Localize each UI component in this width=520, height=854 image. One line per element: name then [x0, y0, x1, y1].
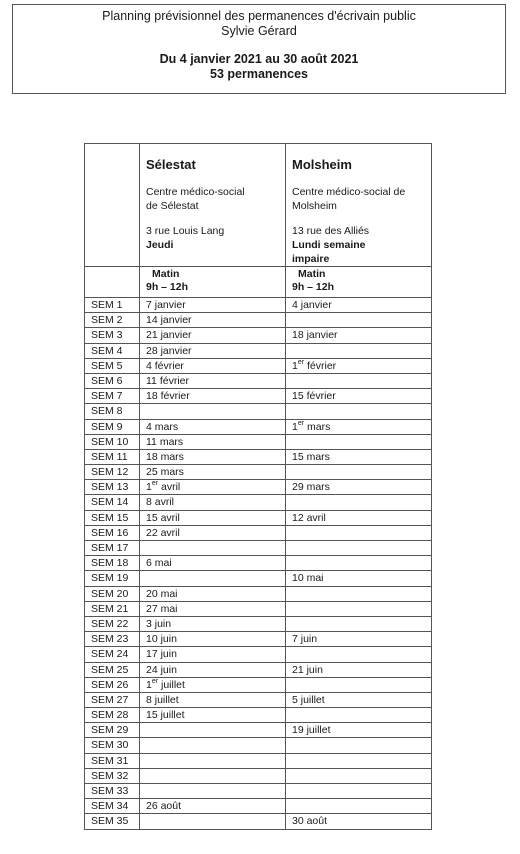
table-row	[85, 434, 432, 449]
site-header-molsheim	[286, 144, 432, 267]
table-row	[85, 571, 432, 586]
date-text: 3 juin	[146, 617, 172, 630]
site-address: 3 rue Louis Lang	[146, 225, 225, 237]
date-cell-selestat	[140, 313, 286, 328]
week-cell: SEM 34	[85, 799, 140, 814]
site-place-line: Molsheim	[292, 200, 337, 212]
site-name: Sélestat	[146, 157, 196, 172]
date-text: 26 août	[146, 800, 182, 813]
date-text: 8 juillet	[146, 693, 179, 706]
date-cell-molsheim	[286, 343, 432, 358]
date-cell-selestat	[140, 389, 286, 404]
date-text: 11 février	[146, 374, 189, 387]
date-cell-selestat	[140, 328, 286, 343]
week-cell: SEM 2	[85, 313, 140, 328]
table-row	[85, 313, 432, 328]
site-place-line: de Sélestat	[146, 200, 199, 212]
site-day: Jeudi	[146, 239, 174, 251]
date-text: 27 mai	[146, 602, 178, 615]
date-text: 14 janvier	[146, 314, 192, 327]
table-row	[85, 586, 432, 601]
date-text: 28 janvier	[146, 344, 192, 357]
table-row	[85, 616, 432, 631]
week-cell: SEM 26	[85, 677, 140, 692]
date-text: 18 février	[146, 390, 190, 403]
date-cell-molsheim	[286, 784, 432, 799]
table-row	[85, 389, 432, 404]
date-ordinal: er	[151, 480, 159, 488]
date-cell-molsheim	[286, 541, 432, 556]
date-month: juillet	[158, 678, 185, 691]
date-cell-molsheim	[286, 373, 432, 388]
week-cell: SEM 13	[85, 480, 140, 495]
date-cell-selestat	[140, 556, 286, 571]
date-cell-molsheim	[286, 571, 432, 586]
week-cell: SEM 24	[85, 647, 140, 662]
week-cell: SEM 4	[85, 343, 140, 358]
date-text: 15 juillet	[146, 709, 185, 722]
date-cell-molsheim	[286, 525, 432, 540]
week-cell: SEM 28	[85, 708, 140, 723]
date-text: 22 avril	[146, 526, 180, 539]
week-cell: SEM 5	[85, 358, 140, 373]
week-cell: SEM 22	[85, 616, 140, 631]
date-cell-molsheim	[286, 768, 432, 783]
week-cell: SEM 14	[85, 495, 140, 510]
week-cell: SEM 32	[85, 768, 140, 783]
table-row	[85, 768, 432, 783]
date-cell-molsheim	[286, 434, 432, 449]
date-ordinal: er	[297, 358, 305, 366]
slot-hours: 9h – 12h	[292, 281, 335, 293]
table-row	[85, 753, 432, 768]
date-cell-molsheim	[286, 449, 432, 464]
week-cell: SEM 20	[85, 586, 140, 601]
permanence-count: 53 permanences	[210, 67, 308, 81]
table-row	[85, 449, 432, 464]
date-cell-molsheim	[286, 586, 432, 601]
date-text: 1	[292, 420, 298, 433]
date-cell-molsheim	[286, 495, 432, 510]
table-row	[85, 677, 432, 692]
date-cell-molsheim	[286, 753, 432, 768]
table-row	[85, 784, 432, 799]
date-text: 11 mars	[146, 435, 184, 448]
date-cell-selestat	[140, 586, 286, 601]
date-cell-selestat	[140, 662, 286, 677]
date-text: 1	[146, 481, 152, 494]
week-cell: SEM 23	[85, 632, 140, 647]
date-text: 7 juin	[292, 633, 318, 646]
week-cell: SEM 17	[85, 541, 140, 556]
date-text: 8 avril	[146, 496, 175, 509]
table-row	[85, 343, 432, 358]
date-cell-selestat	[140, 738, 286, 753]
week-cell: SEM 30	[85, 738, 140, 753]
date-text: 7 janvier	[146, 299, 186, 311]
site-day: impaire	[292, 253, 330, 265]
date-text: 21 janvier	[146, 329, 192, 342]
table-row	[85, 465, 432, 480]
week-cell: SEM 8	[85, 404, 140, 419]
table-row	[85, 495, 432, 510]
date-cell-selestat	[140, 814, 286, 829]
date-cell-selestat	[140, 343, 286, 358]
week-cell: SEM 25	[85, 662, 140, 677]
site-place-line: Centre médico-social	[146, 186, 245, 198]
week-cell: SEM 33	[85, 784, 140, 799]
site-header-row	[85, 144, 432, 267]
date-cell-selestat	[140, 632, 286, 647]
date-cell-selestat	[140, 677, 286, 692]
slot-molsheim	[286, 267, 432, 298]
date-cell-selestat	[140, 616, 286, 631]
date-cell-selestat	[140, 419, 286, 434]
date-text: 12 avril	[292, 511, 326, 524]
site-day: Lundi semaine	[292, 239, 366, 251]
date-cell-molsheim	[286, 358, 432, 373]
date-cell-molsheim	[286, 662, 432, 677]
week-cell: SEM 31	[85, 753, 140, 768]
date-cell-molsheim	[286, 738, 432, 753]
date-cell-selestat	[140, 525, 286, 540]
week-cell: SEM 1	[85, 298, 140, 313]
date-cell-molsheim	[286, 480, 432, 495]
table-row	[85, 632, 432, 647]
week-cell: SEM 19	[85, 571, 140, 586]
week-cell: SEM 35	[85, 814, 140, 829]
date-text: 4 février	[146, 359, 184, 372]
date-cell-selestat	[140, 510, 286, 525]
date-text: 4 mars	[146, 420, 179, 433]
date-text: 15 mars	[292, 450, 330, 463]
date-cell-selestat	[140, 465, 286, 480]
week-cell: SEM 7	[85, 389, 140, 404]
date-cell-molsheim	[286, 677, 432, 692]
table-row	[85, 692, 432, 707]
table-row	[85, 662, 432, 677]
date-cell-molsheim	[286, 616, 432, 631]
date-text: 25 mars	[146, 466, 184, 479]
table-row	[85, 541, 432, 556]
date-cell-selestat	[140, 768, 286, 783]
date-text: 15 février	[292, 390, 336, 403]
table-row	[85, 404, 432, 419]
slot-selestat	[140, 267, 286, 298]
date-cell-molsheim	[286, 313, 432, 328]
date-cell-molsheim	[286, 556, 432, 571]
date-cell-selestat	[140, 298, 286, 313]
date-text: 4 janvier	[292, 299, 332, 311]
week-cell: SEM 9	[85, 419, 140, 434]
table-row	[85, 601, 432, 616]
date-text: 20 mai	[146, 587, 178, 600]
week-cell: SEM 21	[85, 601, 140, 616]
date-cell-molsheim	[286, 632, 432, 647]
date-cell-molsheim	[286, 708, 432, 723]
table-row	[85, 525, 432, 540]
table-row	[85, 480, 432, 495]
date-text: 30 août	[292, 815, 328, 828]
corner-cell	[85, 144, 140, 267]
week-cell: SEM 6	[85, 373, 140, 388]
table-row	[85, 419, 432, 434]
date-cell-selestat	[140, 449, 286, 464]
date-text: 10 juin	[146, 633, 177, 646]
date-cell-molsheim	[286, 298, 432, 313]
table-row	[85, 556, 432, 571]
site-header-selestat	[140, 144, 286, 267]
date-cell-selestat	[140, 495, 286, 510]
date-month: avril	[158, 481, 181, 494]
author-name: Sylvie Gérard	[221, 24, 297, 38]
date-cell-molsheim	[286, 647, 432, 662]
date-range: Du 4 janvier 2021 au 30 août 2021	[159, 52, 359, 66]
site-name: Molsheim	[292, 157, 352, 172]
date-text: 15 avril	[146, 511, 180, 524]
week-cell: SEM 18	[85, 556, 140, 571]
week-cell: SEM 16	[85, 525, 140, 540]
date-ordinal: er	[151, 677, 159, 685]
date-cell-selestat	[140, 708, 286, 723]
date-cell-molsheim	[286, 799, 432, 814]
date-cell-selestat	[140, 571, 286, 586]
week-cell: SEM 15	[85, 510, 140, 525]
slot-row	[85, 267, 432, 298]
slot-hours: 9h – 12h	[146, 281, 189, 293]
table-row	[85, 723, 432, 738]
site-address: 13 rue des Alliés	[292, 225, 370, 237]
slot-corner	[85, 267, 140, 298]
date-cell-selestat	[140, 358, 286, 373]
date-cell-molsheim	[286, 465, 432, 480]
date-cell-molsheim	[286, 419, 432, 434]
date-cell-molsheim	[286, 404, 432, 419]
table-row	[85, 738, 432, 753]
table-row	[85, 373, 432, 388]
week-cell: SEM 10	[85, 434, 140, 449]
date-month: mars	[304, 420, 331, 433]
date-cell-selestat	[140, 601, 286, 616]
date-cell-molsheim	[286, 510, 432, 525]
date-text: 6 mai	[146, 557, 172, 570]
week-cell: SEM 27	[85, 692, 140, 707]
title-box	[12, 4, 506, 94]
schedule-table	[84, 143, 432, 830]
date-text: 24 juin	[146, 663, 177, 676]
date-text: 1	[292, 359, 298, 372]
slot-label: Matin	[298, 268, 326, 280]
week-cell: SEM 12	[85, 465, 140, 480]
table-row	[85, 358, 432, 373]
table-row	[85, 647, 432, 662]
week-cell: SEM 11	[85, 449, 140, 464]
date-cell-selestat	[140, 373, 286, 388]
date-cell-selestat	[140, 647, 286, 662]
slot-label: Matin	[152, 268, 180, 280]
date-text: 1	[146, 678, 152, 691]
table-row	[85, 814, 432, 829]
date-cell-selestat	[140, 692, 286, 707]
table-row	[85, 708, 432, 723]
table-row	[85, 799, 432, 814]
date-ordinal: er	[297, 419, 305, 427]
date-cell-molsheim	[286, 328, 432, 343]
date-text: 17 juin	[146, 648, 177, 661]
date-text: 18 janvier	[292, 329, 338, 342]
date-cell-molsheim	[286, 814, 432, 829]
date-cell-selestat	[140, 404, 286, 419]
date-cell-selestat	[140, 480, 286, 495]
date-cell-molsheim	[286, 692, 432, 707]
doc-title: Planning prévisionnel des permanences d'écrivain public	[102, 9, 416, 23]
week-cell: SEM 29	[85, 723, 140, 738]
table-row	[85, 510, 432, 525]
week-cell: SEM 3	[85, 328, 140, 343]
date-cell-selestat	[140, 784, 286, 799]
date-cell-selestat	[140, 723, 286, 738]
date-month: février	[304, 359, 337, 372]
date-cell-selestat	[140, 541, 286, 556]
date-cell-selestat	[140, 753, 286, 768]
date-text: 19 juillet	[292, 724, 331, 737]
date-cell-selestat	[140, 799, 286, 814]
date-text: 10 mai	[292, 572, 324, 585]
date-cell-selestat	[140, 434, 286, 449]
date-text: 29 mars	[292, 481, 330, 494]
date-cell-molsheim	[286, 601, 432, 616]
table-row	[85, 298, 432, 313]
date-cell-molsheim	[286, 389, 432, 404]
date-text: 21 juin	[292, 663, 323, 676]
date-text: 18 mars	[146, 450, 184, 463]
site-place-line: Centre médico-social de	[292, 186, 406, 198]
date-cell-molsheim	[286, 723, 432, 738]
table-row	[85, 328, 432, 343]
date-text: 5 juillet	[292, 693, 325, 706]
